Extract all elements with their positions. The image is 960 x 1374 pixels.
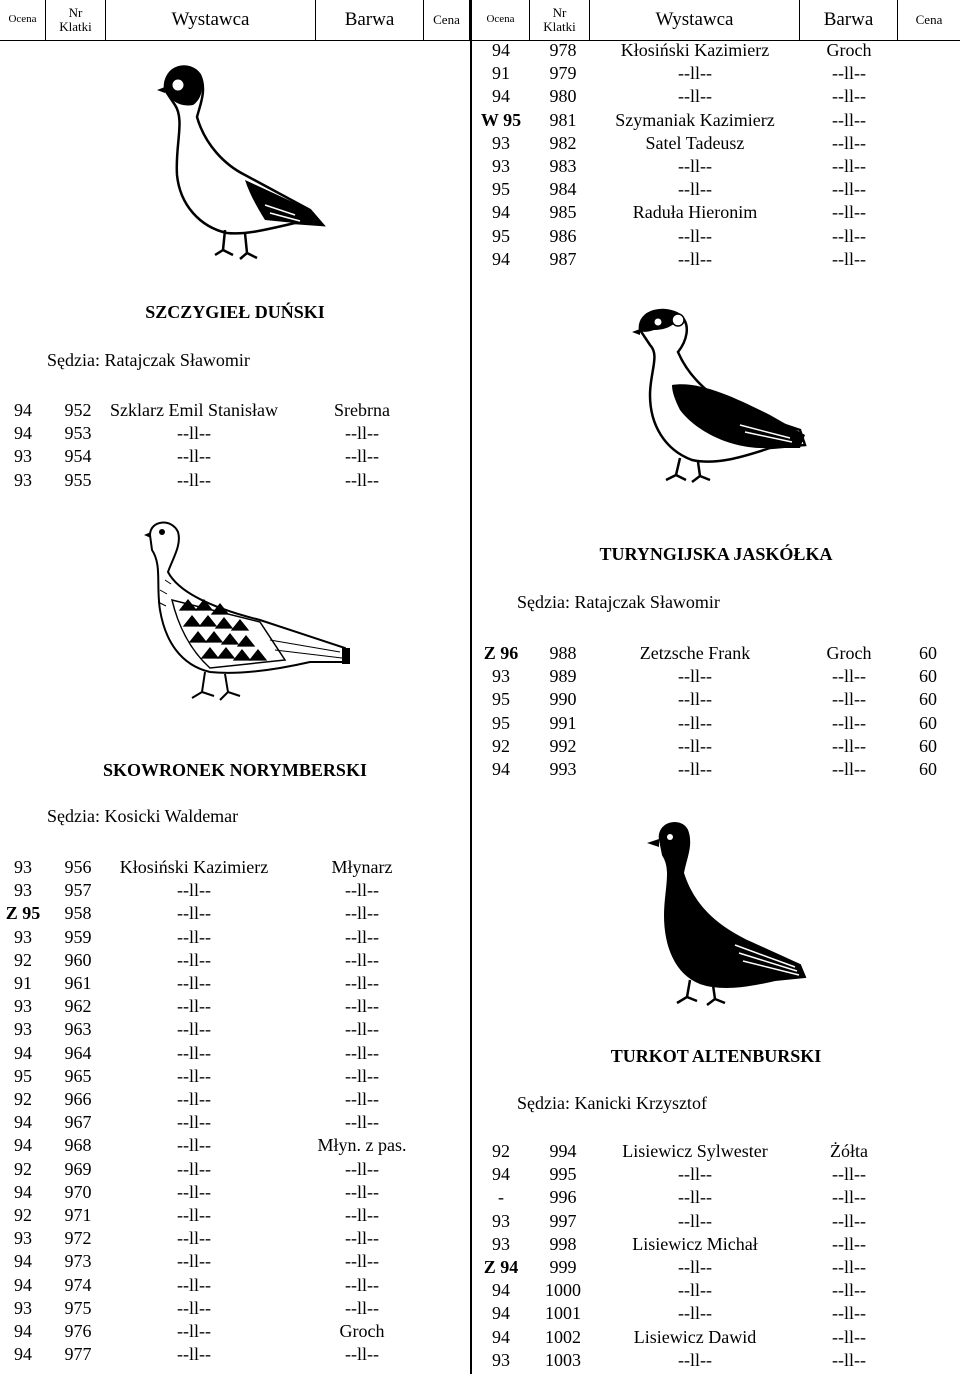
cage-number-cell: 985	[549, 202, 577, 223]
color-cell: --ll--	[345, 446, 379, 467]
grade-cell: 94	[492, 86, 510, 107]
grade-cell: 93	[14, 469, 32, 490]
grade-cell: 92	[14, 1158, 32, 1179]
cage-number-cell: 976	[64, 1321, 92, 1341]
color-cell: Żółta	[830, 1141, 868, 1161]
table-row	[0, 200, 960, 224]
cage-number-cell: 990	[549, 689, 577, 710]
header-nr-klatki-left	[46, 0, 106, 40]
color-cell: --ll--	[832, 63, 866, 84]
grade-cell: 92	[492, 735, 510, 756]
cage-number-cell: 957	[64, 880, 92, 901]
exhibitor-cell: --ll--	[177, 1205, 211, 1225]
exhibitor-cell: --ll--	[177, 1135, 211, 1156]
color-cell: --ll--	[345, 1251, 379, 1272]
cage-number-cell: 952	[64, 400, 92, 420]
exhibitor-cell: --ll--	[678, 712, 712, 733]
exhibitor-cell: --ll--	[678, 1164, 712, 1185]
cage-number-cell: 955	[64, 469, 92, 490]
color-cell: --ll--	[345, 1019, 379, 1040]
pigeon-illustration-turyngijska	[620, 300, 820, 490]
grade-cell: 94	[14, 1135, 32, 1156]
exhibitor-cell: --ll--	[177, 1158, 211, 1179]
cage-number-cell: 968	[64, 1135, 92, 1156]
cage-number-cell: 956	[64, 857, 92, 877]
cage-number-cell: 979	[549, 63, 577, 84]
cage-number-cell: 1001	[545, 1303, 581, 1324]
table-row	[0, 664, 960, 688]
grade-cell: 93	[492, 156, 510, 176]
color-cell: --ll--	[832, 248, 866, 269]
cage-number-cell: 1003	[545, 1349, 581, 1370]
price-cell: 60	[919, 712, 937, 733]
price-cell: 60	[919, 666, 937, 687]
exhibitor-cell: --ll--	[678, 666, 712, 687]
header-barwa-left: Barwa	[316, 0, 424, 40]
exhibitor-cell: --ll--	[177, 880, 211, 901]
exhibitor-cell: --ll--	[678, 225, 712, 246]
color-cell: --ll--	[832, 109, 866, 130]
color-cell: --ll--	[832, 1326, 866, 1347]
cage-number-cell: 995	[549, 1164, 577, 1185]
grade-cell: 92	[14, 1205, 32, 1225]
color-cell: --ll--	[345, 1228, 379, 1249]
grade-cell: 93	[14, 996, 32, 1017]
exhibitor-cell: --ll--	[177, 1089, 211, 1109]
color-cell: --ll--	[832, 735, 866, 756]
color-cell: Groch	[339, 1321, 385, 1341]
header-cena-right: Cena	[915, 12, 943, 28]
table-row	[0, 757, 960, 781]
header-wystawca-left: Wystawca	[106, 0, 316, 40]
header-wystawca-right: Wystawca	[590, 0, 800, 40]
grade-cell: 91	[492, 63, 510, 84]
color-cell: --ll--	[345, 949, 379, 970]
exhibitor-cell: --ll--	[177, 1297, 211, 1318]
price-cell: 60	[919, 643, 937, 663]
table-row	[0, 1110, 960, 1134]
cage-number-cell: 963	[64, 1019, 92, 1040]
color-cell: --ll--	[345, 880, 379, 901]
exhibitor-cell: Kłosiński Kazimierz	[119, 857, 269, 877]
cage-number-cell: 970	[64, 1181, 92, 1202]
grade-cell: 94	[492, 1164, 510, 1185]
exhibitor-cell: --ll--	[177, 1274, 211, 1295]
exhibitor-cell: Kłosiński Kazimierz	[620, 40, 770, 60]
header-cena-left: Cena	[424, 0, 470, 40]
exhibitor-cell: --ll--	[177, 1112, 211, 1133]
color-cell: Srebrna	[334, 400, 390, 420]
color-cell: --ll--	[832, 1164, 866, 1185]
table-row	[0, 84, 960, 108]
grade-cell: 92	[14, 949, 32, 970]
judge-skowronek: Sędzia: Kosicki Waldemar	[47, 806, 239, 826]
exhibitor-cell: --ll--	[177, 446, 211, 467]
color-cell: --ll--	[345, 1112, 379, 1133]
section-title-szczygiel: SZCZYGIEŁ DUŃSKI	[145, 302, 325, 322]
table-row	[0, 1139, 960, 1163]
cage-number-cell: 988	[549, 643, 577, 663]
cage-number-cell: 982	[549, 132, 577, 153]
color-cell: --ll--	[345, 1274, 379, 1295]
table-row	[0, 1162, 960, 1186]
table-row	[0, 38, 960, 62]
exhibitor-cell: --ll--	[177, 1228, 211, 1249]
table-row	[0, 734, 960, 758]
color-cell: --ll--	[832, 666, 866, 687]
grade-cell: 95	[492, 712, 510, 733]
color-cell: --ll--	[345, 469, 379, 490]
grade-cell: 93	[14, 857, 32, 877]
color-cell: --ll--	[345, 903, 379, 924]
cage-number-cell: 967	[64, 1112, 92, 1133]
table-row	[0, 1209, 960, 1233]
grade-cell: W 95	[480, 109, 522, 130]
table-row	[0, 154, 960, 178]
grade-cell: 94	[492, 202, 510, 223]
section-title-turkot: TURKOT ALTENBURSKI	[610, 1046, 822, 1066]
exhibitor-cell: --ll--	[678, 759, 712, 779]
cage-number-cell: 977	[64, 1344, 92, 1365]
cage-number-cell: 993	[549, 759, 577, 779]
table-header	[0, 0, 960, 41]
table-row	[0, 1017, 960, 1041]
grade-cell: 94	[14, 1181, 32, 1202]
exhibitor-cell: --ll--	[177, 1251, 211, 1272]
exhibitor-cell: Szklarz Emil Stanisław	[110, 400, 278, 420]
pigeon-illustration-turkot	[635, 815, 825, 1015]
exhibitor-cell: Raduła Hieronim	[632, 202, 758, 223]
color-cell: --ll--	[832, 202, 866, 223]
color-cell: Groch	[826, 643, 872, 663]
exhibitor-cell: --ll--	[177, 469, 211, 490]
cage-number-cell: 999	[549, 1257, 577, 1277]
grade-cell: Z 96	[483, 643, 519, 663]
grade-cell: 93	[14, 880, 32, 901]
color-cell: --ll--	[832, 179, 866, 200]
grade-cell: 91	[14, 973, 32, 993]
exhibitor-cell: Lisiewicz Sylwester	[622, 1141, 768, 1161]
exhibitor-cell: --ll--	[177, 949, 211, 970]
grade-cell: 94	[14, 1344, 32, 1365]
exhibitor-cell: Szymaniak Kazimierz	[615, 109, 775, 130]
color-cell: --ll--	[832, 225, 866, 246]
exhibitor-cell: Zetzsche Frank	[639, 643, 751, 663]
header-ocena-left: Ocena	[0, 0, 46, 40]
cage-number-cell: 997	[549, 1210, 577, 1231]
color-cell: --ll--	[832, 156, 866, 176]
color-cell: --ll--	[345, 1205, 379, 1225]
grade-cell: 94	[492, 1280, 510, 1301]
cage-number-cell: 992	[549, 735, 577, 756]
color-cell: --ll--	[345, 996, 379, 1017]
table-row	[0, 1325, 960, 1349]
grade-cell: 93	[14, 1297, 32, 1318]
cage-number-cell: 965	[64, 1065, 92, 1086]
color-cell: --ll--	[345, 1158, 379, 1179]
color-cell: --ll--	[832, 689, 866, 710]
exhibitor-cell: --ll--	[678, 179, 712, 200]
table-row	[0, 61, 960, 85]
cage-number-cell: 971	[64, 1205, 92, 1225]
grade-cell: 93	[492, 666, 510, 687]
table-row	[0, 247, 960, 271]
exhibitor-cell: --ll--	[678, 1303, 712, 1324]
table-row	[0, 1064, 960, 1088]
cage-number-cell: 996	[549, 1187, 577, 1208]
cage-number-cell: 986	[549, 225, 577, 246]
exhibitor-cell: Lisiewicz Michał	[632, 1233, 758, 1254]
color-cell: --ll--	[832, 1280, 866, 1301]
exhibitor-cell: --ll--	[678, 1257, 712, 1277]
cage-number-cell: 983	[549, 156, 577, 176]
color-cell: --ll--	[832, 1257, 866, 1277]
grade-cell: 94	[492, 40, 510, 60]
header-nr-left: Nr	[68, 5, 83, 21]
section-title-skowronek: SKOWRONEK NORYMBERSKI	[103, 760, 367, 780]
grade-cell: 93	[14, 446, 32, 467]
table-row	[0, 1278, 960, 1302]
grade-cell: 93	[492, 1210, 510, 1231]
exhibitor-cell: Lisiewicz Dawid	[633, 1326, 757, 1347]
header-klatki-right: Klatki	[543, 19, 576, 34]
color-cell: --ll--	[345, 1181, 379, 1202]
judge-turkot: Sędzia: Kanicki Krzysztof	[517, 1093, 707, 1113]
exhibitor-cell: --ll--	[177, 1321, 211, 1341]
table-row	[0, 177, 960, 201]
cage-number-cell: 974	[64, 1274, 92, 1295]
cage-number-cell: 984	[549, 179, 577, 200]
cage-number-cell: 972	[64, 1228, 92, 1249]
exhibitor-cell: --ll--	[678, 1349, 712, 1370]
cage-number-cell: 989	[549, 666, 577, 687]
grade-cell: 93	[492, 1233, 510, 1254]
cage-number-cell: 998	[549, 1233, 577, 1254]
color-cell: --ll--	[832, 712, 866, 733]
section-title-turyngijska: TURYNGIJSKA JASKÓŁKA	[599, 544, 833, 564]
grade-cell: 93	[14, 1228, 32, 1249]
color-cell: --ll--	[832, 1303, 866, 1324]
cage-number-cell: 966	[64, 1089, 92, 1109]
table-row	[0, 1185, 960, 1209]
header-barwa-right: Barwa	[800, 0, 898, 40]
table-row	[0, 1232, 960, 1256]
grade-cell: 94	[492, 759, 510, 779]
table-row	[0, 1255, 960, 1279]
grade-cell: 94	[492, 248, 510, 269]
grade-cell: 92	[14, 1089, 32, 1109]
header-nr-right: Nr	[552, 5, 567, 21]
color-cell: --ll--	[832, 86, 866, 107]
exhibitor-cell: --ll--	[678, 1187, 712, 1208]
color-cell: --ll--	[345, 973, 379, 993]
grade-cell: 94	[14, 1042, 32, 1063]
color-cell: --ll--	[832, 1349, 866, 1370]
table-row	[0, 1087, 960, 1111]
price-cell: 60	[919, 759, 937, 779]
cage-number-cell: 1000	[545, 1280, 581, 1301]
cage-number-cell: 960	[64, 949, 92, 970]
grade-cell: 94	[492, 1326, 510, 1347]
color-cell: --ll--	[345, 1089, 379, 1109]
exhibitor-cell: --ll--	[678, 735, 712, 756]
cage-number-cell: 962	[64, 996, 92, 1017]
color-cell: --ll--	[345, 1297, 379, 1318]
color-cell: Młyn. z pas.	[317, 1135, 407, 1156]
exhibitor-cell: --ll--	[177, 996, 211, 1017]
color-cell: --ll--	[832, 1233, 866, 1254]
exhibitor-cell: --ll--	[678, 1210, 712, 1231]
cage-number-cell: 959	[64, 926, 92, 947]
color-cell: --ll--	[345, 1344, 379, 1365]
cage-number-cell: 994	[549, 1141, 577, 1161]
cage-number-cell: 964	[64, 1042, 92, 1063]
cage-number-cell: 981	[549, 109, 577, 130]
grade-cell: 94	[14, 1274, 32, 1295]
grade-cell: 95	[492, 689, 510, 710]
grade-cell: 95	[14, 1065, 32, 1086]
grade-cell: 95	[492, 225, 510, 246]
grade-cell: 93	[492, 1349, 510, 1370]
table-row	[0, 1301, 960, 1325]
cage-number-cell: 953	[64, 423, 92, 444]
grade-cell: 93	[14, 926, 32, 947]
exhibitor-cell: --ll--	[177, 973, 211, 993]
price-cell: 60	[919, 735, 937, 756]
exhibitor-cell: --ll--	[177, 1344, 211, 1365]
grade-cell: 95	[492, 179, 510, 200]
exhibitor-cell: --ll--	[177, 903, 211, 924]
color-cell: Groch	[826, 40, 872, 60]
color-cell: --ll--	[345, 1065, 379, 1086]
judge-szczygiel: Sędzia: Ratajczak Sławomir	[47, 350, 250, 370]
grade-cell: Z 94	[483, 1257, 519, 1277]
grade-cell: 94	[492, 1303, 510, 1324]
exhibitor-cell: --ll--	[678, 63, 712, 84]
table-row	[0, 224, 960, 248]
exhibitor-cell: --ll--	[177, 1019, 211, 1040]
grade-cell: 94	[14, 423, 32, 444]
cage-number-cell: 991	[549, 712, 577, 733]
exhibitor-cell: --ll--	[678, 86, 712, 107]
color-cell: Młynarz	[331, 857, 393, 877]
exhibitor-cell: --ll--	[678, 156, 712, 176]
cage-number-cell: 958	[64, 903, 92, 924]
exhibitor-cell: --ll--	[177, 926, 211, 947]
cage-number-cell: 987	[549, 248, 577, 269]
exhibitor-cell: --ll--	[678, 248, 712, 269]
exhibitor-cell: --ll--	[678, 689, 712, 710]
grade-cell: 94	[14, 1321, 32, 1341]
cage-number-cell: 973	[64, 1251, 92, 1272]
color-cell: --ll--	[345, 423, 379, 444]
exhibitor-cell: --ll--	[177, 1181, 211, 1202]
grade-cell: 92	[492, 1141, 510, 1161]
cage-number-cell: 980	[549, 86, 577, 107]
cage-number-cell: 1002	[545, 1326, 581, 1347]
exhibitor-cell: --ll--	[678, 1280, 712, 1301]
color-cell: --ll--	[345, 926, 379, 947]
grade-cell: 93	[492, 132, 510, 153]
price-cell: 60	[919, 689, 937, 710]
exhibitor-cell: Satel Tadeusz	[645, 132, 745, 153]
exhibitor-cell: --ll--	[177, 1065, 211, 1086]
color-cell: --ll--	[832, 1210, 866, 1231]
color-cell: --ll--	[832, 1187, 866, 1208]
color-cell: --ll--	[345, 1042, 379, 1063]
exhibitor-cell: --ll--	[177, 1042, 211, 1063]
header-ocena-right: Ocena	[472, 0, 530, 40]
grade-cell: 94	[14, 400, 32, 420]
table-row	[0, 1348, 960, 1372]
grade-cell: -	[498, 1187, 504, 1208]
table-row	[0, 687, 960, 711]
color-cell: --ll--	[832, 759, 866, 779]
grade-cell: 94	[14, 1251, 32, 1272]
cage-number-cell: 978	[549, 40, 577, 60]
cage-number-cell: 975	[64, 1297, 92, 1318]
cage-number-cell: 961	[64, 973, 92, 993]
judge-turyngijska: Sędzia: Ratajczak Sławomir	[517, 592, 720, 612]
header-klatki-left: Klatki	[59, 19, 92, 34]
exhibitor-cell: --ll--	[177, 423, 211, 444]
table-row	[0, 641, 960, 665]
grade-cell: 93	[14, 1019, 32, 1040]
cage-number-cell: 954	[64, 446, 92, 467]
grade-cell: 94	[14, 1112, 32, 1133]
table-row	[0, 108, 960, 132]
table-row	[0, 711, 960, 735]
cage-number-cell: 969	[64, 1158, 92, 1179]
table-row	[0, 131, 960, 155]
header-nr-klatki-right	[530, 0, 590, 40]
color-cell: --ll--	[832, 132, 866, 153]
grade-cell: Z 95	[5, 903, 41, 924]
